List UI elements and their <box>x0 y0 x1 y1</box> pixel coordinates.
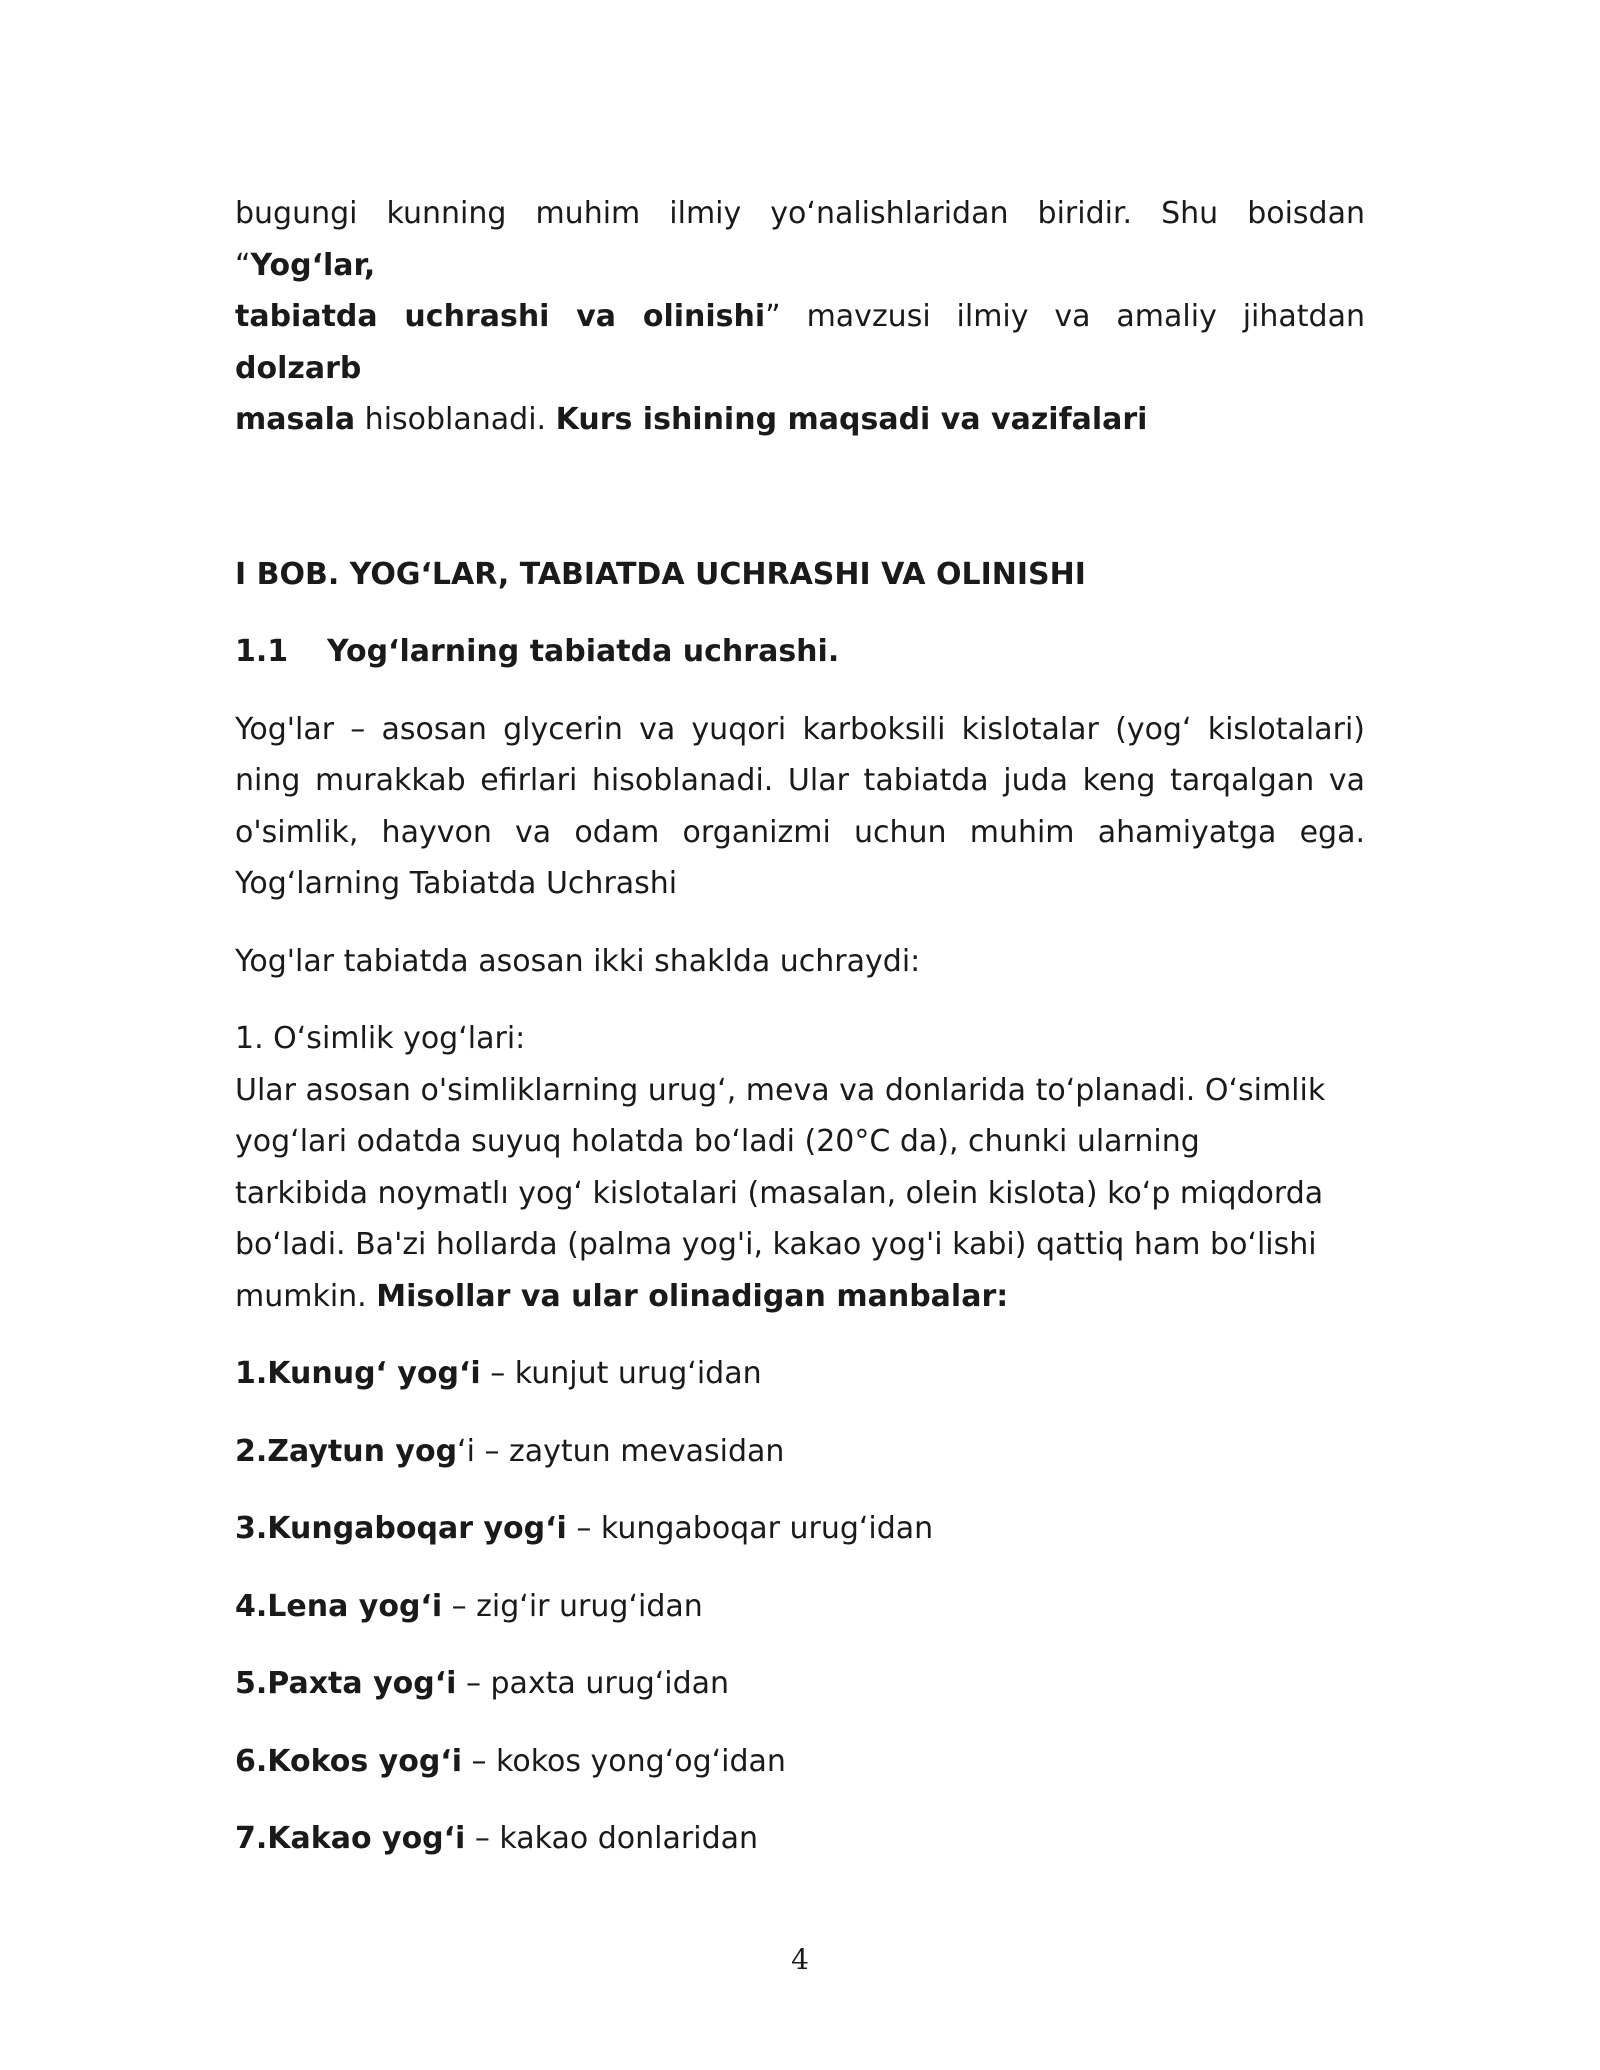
intro-line-1 <box>235 188 1365 291</box>
section-number: 1.1 <box>235 634 289 669</box>
intro-bold-topic: tabiatda uchrashi va olinishi <box>235 299 766 334</box>
para-line: yog‘lari odatda suyuq holatda bo‘ladi (20°C da), chunki ularning <box>235 1124 1200 1159</box>
list-item <box>235 1426 1365 1478</box>
list-item <box>235 1348 1365 1400</box>
oil-source: – kakao donlaridan <box>465 1821 759 1856</box>
para-text: mumkin. <box>235 1278 377 1314</box>
oil-source: – zig‘ir urug‘idan <box>442 1588 703 1624</box>
oil-name: 4.Lena yog‘i <box>235 1588 443 1624</box>
page-number: 4 <box>791 1943 809 1976</box>
oil-source: – kunjut urug‘idan <box>480 1356 762 1391</box>
para-line: Ular asosan o'simliklarning urug‘, meva va donlarida to‘planadi. O‘simlik <box>235 1072 1326 1108</box>
intro-bold-topic: Yog‘lar, <box>250 247 376 283</box>
intro-paragraph <box>235 188 1365 446</box>
para-line: 1. O‘simlik yog‘lari: <box>235 1021 526 1056</box>
intro-text: hisoblanadi. <box>355 402 556 437</box>
paragraph-plant-oils <box>235 1013 1365 1322</box>
intro-line-3 <box>235 394 1365 446</box>
oil-source: – kungaboqar urug‘idan <box>566 1511 934 1546</box>
oils-list <box>235 1348 1365 1865</box>
examples-heading: Misollar va ular olinadigan manbalar: <box>376 1278 1009 1314</box>
para-line: bo‘ladi. Ba'zi hollarda (palma yog'i, kakao yog'i kabi) qattiq ham bo‘lishi <box>235 1227 1317 1262</box>
list-item <box>235 1813 1365 1865</box>
paragraph-definition <box>235 704 1365 910</box>
intro-bold-dolzarb: dolzarb <box>235 350 362 386</box>
intro-bold-kurs: Kurs ishining maqsadi va vazifalari <box>555 402 1148 437</box>
list-item <box>235 1736 1365 1788</box>
oil-name: 3.Kungaboqar yog‘i <box>235 1511 567 1546</box>
oil-source: – paxta urug‘idan <box>456 1666 730 1701</box>
oil-name: 2.Zaytun yog <box>235 1433 458 1469</box>
para-line: Yog'lar – asosan glycerin va yuqori karboksili kislotalar (yog‘ kislotalari) <box>235 711 1365 747</box>
para-line: tarkibida noymatlı yog‘ kislotalari (masalan, olein kislota) ko‘p miqdorda <box>235 1175 1324 1211</box>
para-line: o'simlik, hayvon va odam organizmi uchun muhim ahamiyatga ega. <box>235 814 1365 850</box>
para-line <box>235 1271 1365 1323</box>
oil-name: 5.Paxta yog‘i <box>235 1666 457 1701</box>
oil-name: 1.Kunug‘ yog‘i <box>235 1356 481 1391</box>
oil-source: ‘i – zaytun mevasidan <box>457 1433 785 1469</box>
oil-source: – kokos yong‘og‘idan <box>461 1743 786 1779</box>
list-item <box>235 1503 1365 1555</box>
page-content <box>235 188 1365 1891</box>
intro-line-2 <box>235 291 1365 394</box>
oil-name: 6.Kokos yog‘i <box>235 1743 462 1779</box>
intro-text: ” mavzusi ilmiy va amaliy jihatdan <box>765 299 1365 334</box>
para-line: Yog‘larning Tabiatda Uchrashi <box>235 866 678 901</box>
intro-text: bugungi kunning muhim ilmiy yoʻnalishlaridan biridir. Shu boisdan “ <box>235 196 1365 283</box>
list-item <box>235 1658 1365 1710</box>
list-item <box>235 1581 1365 1633</box>
section-heading <box>235 626 1365 678</box>
intro-bold-masala: masala <box>235 402 356 437</box>
section-title: Yog‘larning tabiatda uchrashi. <box>327 634 840 669</box>
chapter-title: I BOB. YOG‘LAR, TABIATDA UCHRASHI VA OLINISHI <box>235 556 1086 592</box>
paragraph-forms: Yog'lar tabiatda asosan ikki shaklda uchraydi: <box>235 943 921 979</box>
oil-name: 7.Kakao yog‘i <box>235 1821 466 1856</box>
para-line: ning murakkab efirlari hisoblanadi. Ular tabiatda juda keng tarqalgan va <box>235 763 1365 798</box>
